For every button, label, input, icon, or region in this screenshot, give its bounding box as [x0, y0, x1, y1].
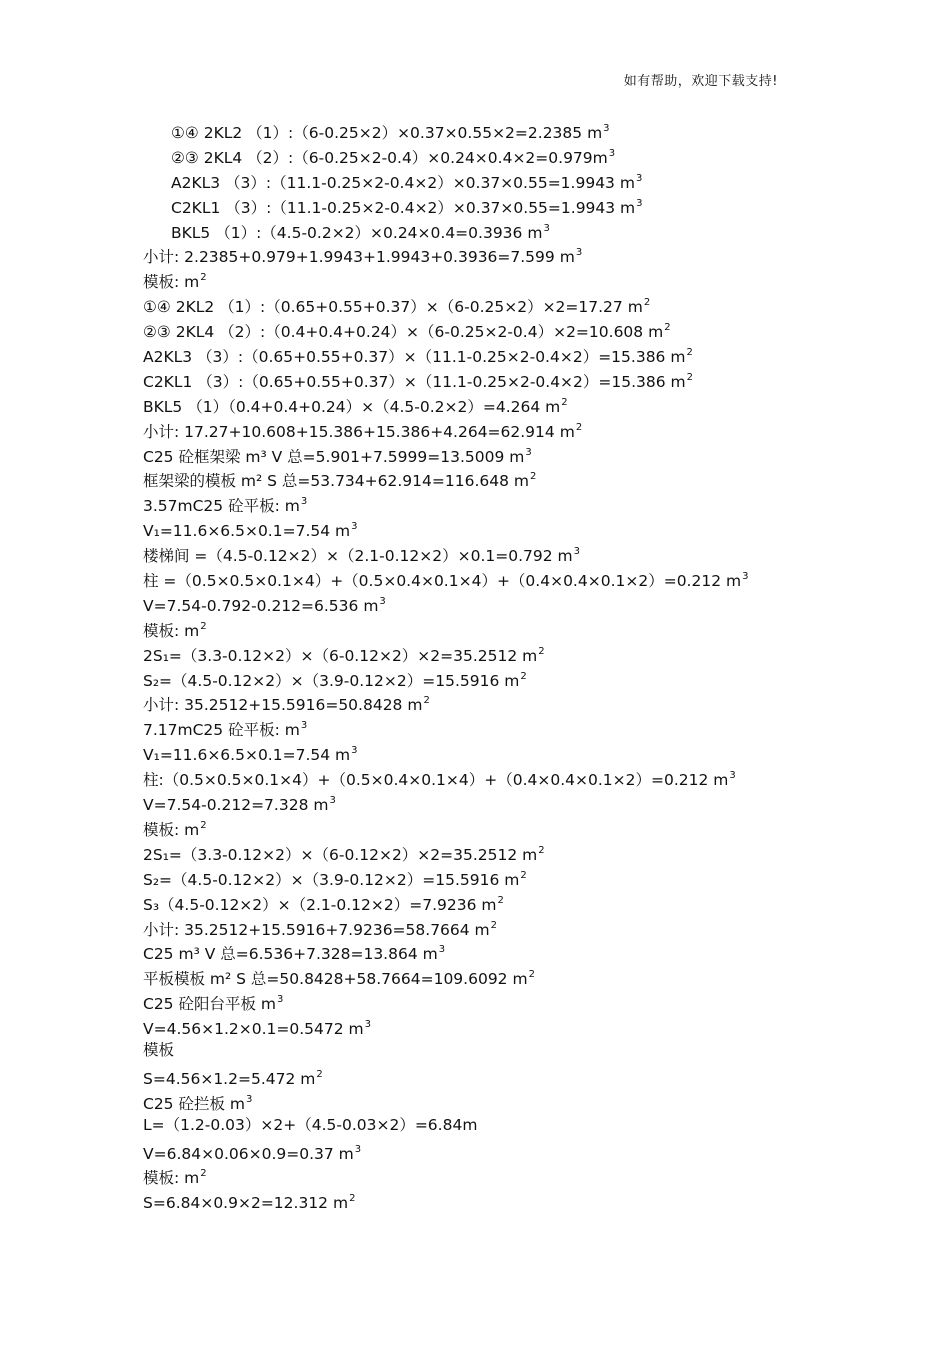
- calc-line: [143, 192, 833, 217]
- calc-line-text: C25 砼阳台平板 m: [143, 995, 276, 1014]
- unit-exponent: 3: [300, 496, 308, 508]
- calc-line-text: 模板: m: [143, 621, 200, 640]
- unit-exponent: 3: [575, 247, 583, 259]
- calc-line: [143, 714, 833, 739]
- calc-line-text: ②③ 2KL4 （2）:（6-0.25×2-0.4）×0.24×0.4×2=0.979m: [171, 148, 608, 167]
- calc-line-text: A2KL3 （3）:（0.65+0.55+0.37）×（11.1-0.25×2-0.4×2）=15.386 m: [143, 348, 686, 367]
- unit-exponent: 3: [364, 1019, 372, 1031]
- calc-line-text: 小计: 17.27+10.608+15.386+15.386+4.264=62.914 m: [143, 422, 575, 441]
- unit-exponent: 3: [543, 222, 550, 234]
- calc-line: [143, 739, 833, 764]
- calc-line: [143, 142, 833, 167]
- calc-line-text: 柱 =（0.5×0.5×0.1×4）+（0.5×0.4×0.1×4）+（0.4×0.4×0.1×2）=0.212 m: [143, 572, 742, 591]
- unit-exponent: 2: [538, 844, 545, 856]
- calc-line: [143, 1038, 833, 1063]
- unit-exponent: 2: [200, 272, 207, 284]
- calc-line-text: BKL5 （1）（0.4+0.4+0.24）×（4.5-0.2×2）=4.264 m: [143, 397, 561, 416]
- unit-exponent: 3: [351, 745, 358, 757]
- calc-line: [143, 640, 833, 665]
- unit-exponent: 2: [643, 297, 651, 309]
- unit-exponent: 2: [423, 695, 430, 707]
- calc-line: [143, 914, 833, 939]
- calc-line-text: L=（1.2-0.03）×2+（4.5-0.03×2）=6.84m: [143, 1115, 478, 1134]
- calc-line: [143, 291, 833, 316]
- calc-line-text: C25 砼框架梁 m³ V 总=5.901+7.5999=13.5009 m: [143, 447, 525, 466]
- calc-line: [143, 1113, 833, 1138]
- calc-line-text: 模板: m: [143, 273, 200, 292]
- calc-line-text: ②③ 2KL4 （2）:（0.4+0.4+0.24）×（6-0.25×2-0.4）×2=10.608 m: [143, 323, 664, 342]
- unit-exponent: 3: [525, 446, 532, 458]
- calc-line-text: 3.57mC25 砼平板: m: [143, 497, 300, 516]
- calc-line: [143, 963, 833, 988]
- unit-exponent: 2: [575, 421, 583, 433]
- calc-line: [143, 515, 833, 540]
- calc-line: [143, 839, 833, 864]
- unit-exponent: 2: [528, 969, 535, 981]
- unit-exponent: 3: [608, 147, 616, 159]
- unit-exponent: 2: [200, 620, 207, 632]
- calc-line-text: 柱:（0.5×0.5×0.1×4）+（0.5×0.4×0.1×4）+（0.4×0.4×0.1×2）=0.212 m: [143, 771, 729, 790]
- calc-line-text: V₁=11.6×6.5×0.1=7.54 m: [143, 746, 351, 765]
- calc-line: [143, 938, 833, 963]
- calc-line-text: 模板: m: [143, 1169, 200, 1188]
- unit-exponent: 2: [349, 1193, 356, 1205]
- unit-exponent: 3: [636, 197, 643, 209]
- calc-line-text: V=7.54-0.792-0.212=6.536 m: [143, 596, 379, 615]
- unit-exponent: 3: [277, 994, 284, 1006]
- unit-exponent: 2: [686, 347, 693, 359]
- calc-line-text: ①④ 2KL2 （1）:（0.65+0.55+0.37）×（6-0.25×2）×2=17.27 m: [143, 298, 643, 317]
- unit-exponent: 2: [200, 1168, 207, 1180]
- calc-line: [143, 465, 833, 490]
- calc-line-text: S₂=（4.5-0.12×2）×（3.9-0.12×2）=15.5916 m: [143, 870, 520, 889]
- calc-line: [143, 1187, 833, 1212]
- calc-line: [143, 565, 833, 590]
- calc-line-text: S=6.84×0.9×2=12.312 m: [143, 1194, 349, 1213]
- calc-line: [143, 889, 833, 914]
- calc-line: [143, 416, 833, 441]
- calc-line: [143, 366, 833, 391]
- unit-exponent: 3: [635, 172, 643, 184]
- calc-line: [143, 540, 833, 565]
- calc-line-text: V=4.56×1.2×0.1=0.5472 m: [143, 1020, 364, 1039]
- calc-line: [143, 490, 833, 515]
- calculation-body: [143, 117, 833, 1212]
- calc-line-text: A2KL3 （3）:（11.1-0.25×2-0.4×2）×0.37×0.55=1.9943 m: [171, 173, 635, 192]
- calc-line-text: 2S₁=（3.3-0.12×2）×（6-0.12×2）×2=35.2512 m: [143, 646, 538, 665]
- unit-exponent: 3: [354, 1143, 362, 1155]
- calc-line: [143, 988, 833, 1013]
- calc-line: [143, 689, 833, 714]
- unit-exponent: 3: [573, 546, 581, 558]
- calc-line-text: C2KL1 （3）:（11.1-0.25×2-0.4×2）×0.37×0.55=1.9943 m: [171, 198, 636, 217]
- calc-line: [143, 217, 833, 242]
- calc-line-text: S=4.56×1.2=5.472 m: [143, 1069, 316, 1088]
- calc-line: [143, 167, 833, 192]
- page-header-note: 如有帮助，欢迎下载支持!: [623, 74, 778, 89]
- calc-line: [143, 864, 833, 889]
- calc-line-text: 平板模板 m² S 总=50.8428+58.7664=109.6092 m: [143, 970, 528, 989]
- unit-exponent: 2: [686, 371, 694, 383]
- calc-line-text: BKL5 （1）:（4.5-0.2×2）×0.24×0.4=0.3936 m: [171, 223, 543, 242]
- calc-line-text: 小计: 2.2385+0.979+1.9943+1.9943+0.3936=7.599 m: [143, 248, 575, 267]
- calc-line: [143, 1088, 833, 1113]
- unit-exponent: 2: [561, 396, 568, 408]
- calc-line-text: S₃（4.5-0.12×2）×（2.1-0.12×2）=7.9236 m: [143, 895, 497, 914]
- calc-line-text: 7.17mC25 砼平板: m: [143, 721, 300, 740]
- unit-exponent: 3: [438, 944, 446, 956]
- unit-exponent: 2: [664, 322, 671, 334]
- calc-line-text: 框架梁的模板 m² S 总=53.734+62.914=116.648 m: [143, 472, 529, 491]
- unit-exponent: 2: [530, 471, 537, 483]
- unit-exponent: 2: [497, 894, 504, 906]
- calc-line: [143, 764, 833, 789]
- calc-line: [143, 590, 833, 615]
- calc-line: [143, 665, 833, 690]
- calc-line: [143, 1063, 833, 1088]
- calc-line-text: V=6.84×0.06×0.9=0.37 m: [143, 1144, 354, 1163]
- unit-exponent: 2: [200, 819, 207, 831]
- calc-line-text: C2KL1 （3）:（0.65+0.55+0.37）×（11.1-0.25×2-0.4×2）=15.386 m: [143, 372, 686, 391]
- unit-exponent: 2: [538, 645, 545, 657]
- calc-line: [143, 789, 833, 814]
- calc-line: [143, 391, 833, 416]
- calc-line-text: V=7.54-0.212=7.328 m: [143, 796, 329, 815]
- calc-line: [143, 1013, 833, 1038]
- calc-line: [143, 1138, 833, 1163]
- calc-line-text: 楼梯间 =（4.5-0.12×2）×（2.1-0.12×2）×0.1=0.792 m: [143, 547, 573, 566]
- calc-line: [143, 316, 833, 341]
- calc-line-text: ①④ 2KL2 （1）:（6-0.25×2）×0.37×0.55×2=2.2385 m: [171, 124, 603, 142]
- unit-exponent: 2: [520, 670, 527, 682]
- calc-line-text: 小计: 35.2512+15.5916=50.8428 m: [143, 696, 423, 715]
- calc-line-text: S₂=（4.5-0.12×2）×（3.9-0.12×2）=15.5916 m: [143, 671, 520, 690]
- unit-exponent: 3: [351, 521, 358, 533]
- unit-exponent: 3: [300, 720, 308, 732]
- calc-line-text: 模板: m: [143, 820, 200, 839]
- calc-line-text: 2S₁=（3.3-0.12×2）×（6-0.12×2）×2=35.2512 m: [143, 845, 538, 864]
- calc-line: [143, 441, 833, 466]
- calc-line: [143, 341, 833, 366]
- unit-exponent: 3: [603, 123, 610, 134]
- calc-line: [143, 615, 833, 640]
- calc-line-text: C25 m³ V 总=6.536+7.328=13.864 m: [143, 945, 438, 964]
- calc-line: [143, 241, 833, 266]
- calc-line: [143, 266, 833, 291]
- calc-line: [143, 1162, 833, 1187]
- unit-exponent: 3: [742, 571, 749, 583]
- unit-exponent: 2: [490, 919, 498, 931]
- unit-exponent: 3: [379, 595, 386, 607]
- unit-exponent: 3: [329, 795, 336, 807]
- calc-line-text: C25 砼拦板 m: [143, 1094, 245, 1113]
- unit-exponent: 2: [316, 1068, 323, 1080]
- calc-line-text: V₁=11.6×6.5×0.1=7.54 m: [143, 522, 351, 541]
- unit-exponent: 3: [729, 770, 736, 782]
- unit-exponent: 2: [520, 869, 527, 881]
- calc-line: [143, 814, 833, 839]
- calc-line: [143, 117, 833, 142]
- calc-line-text: 模板: [143, 1040, 175, 1059]
- unit-exponent: 3: [246, 1093, 253, 1105]
- calc-line-text: 小计: 35.2512+15.5916+7.9236=58.7664 m: [143, 920, 490, 939]
